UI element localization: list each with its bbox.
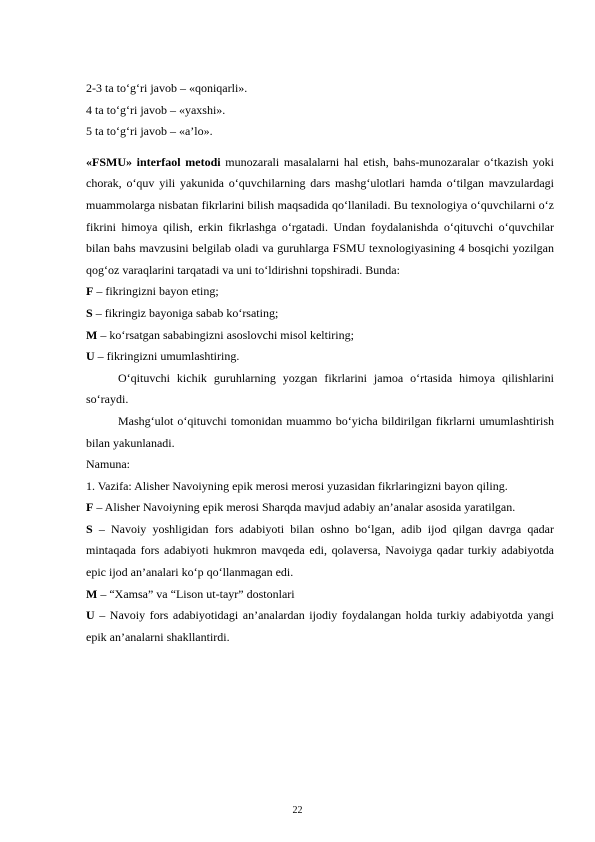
- step-line: S – fikringiz bayoniga sabab ko‘rsating;: [86, 305, 279, 320]
- intro-text: munozarali masalalarni hal etish, bahs-munozaralar o‘tkazish yoki chorak, o‘quv yili yakunida o‘quvchilarning dars mashg‘ulotlari hamda o‘tilgan mavzulardagi muammolarga nisbatan fikrlarini bilish maqsadida qo‘llaniladi. Bu texnologiya o‘quvchilarni o‘z fikrini himoya qilish, erkin fikrlashga o‘rgatadi. Undan foydalanishda o‘qituvchi o‘quvchilar bilan bahs mavzusini belgilab oladi va guruhlarga FSMU texnologiyasining 4 bosqichi yozilgan qog‘oz varaqlarini tarqatadi va uni to‘ldirishni topshiradi. Bunda:: [86, 154, 555, 277]
- step-letter: S: [86, 305, 93, 320]
- answer-line: U – Navoiy fors adabiyotidagi an’analardan ijodiy foydalangan holda turkiy adabiyotda yangi epik an’analarni shakllantirdi.: [86, 608, 554, 644]
- example-label: Namuna:: [86, 457, 130, 472]
- body-paragraph: O‘qituvchi kichik guruhlarning yozgan fikrlarini jamoa o‘rtasida himoya qilishlarini so‘raydi.: [86, 370, 554, 407]
- step-line: F – fikringizni bayon eting;: [86, 284, 219, 299]
- answer-letter: F: [86, 500, 94, 515]
- answer-line: S – Navoiy yoshligidan fors adabiyoti bilan oshno bo‘lgan, adib ijod qilgan davrga qadar mintaqada fors adabiyoti hukmron mavqeda edi, qolaversa, Navoiyga qadar turkiy adabiyotda epic ijod an’analari ko‘p qo‘llanmagan edi.: [86, 521, 554, 580]
- answer-letter: S: [86, 521, 93, 536]
- step-letter: F: [86, 284, 94, 299]
- method-term: «FSMU» interfaol metodi: [86, 154, 221, 169]
- answer-letter: M: [86, 586, 98, 601]
- document-page: [86, 78, 554, 648]
- grading-line: 2-3 ta to‘g‘ri javob – «qoniqarli».: [86, 81, 248, 95]
- step-line: U – fikringizni umumlashtiring.: [86, 349, 240, 364]
- step-line: M – ko‘rsatgan sababingizni asoslovchi misol keltiring;: [86, 327, 354, 342]
- intro-paragraph: [86, 152, 554, 282]
- answer-letter: U: [86, 608, 95, 623]
- page-number: 22: [292, 805, 303, 816]
- grading-line: 5 ta to‘g‘ri javob – «a’lo».: [86, 124, 213, 139]
- answer-line: F – Alisher Navoiyning epik merosi Sharqda mavjud adabiy an’analar asosida yaratilgan.: [86, 500, 516, 515]
- body-paragraph: Mashg‘ulot o‘qituvchi tomonidan muammo bo‘yicha bildirilgan fikrlarni umumlashtirish bilan yakunlanadi.: [86, 413, 554, 450]
- step-letter: M: [86, 327, 98, 342]
- step-letter: U: [86, 349, 95, 364]
- answer-line: M – “Xamsa” va “Lison ut-tayr” dostonlari: [86, 586, 295, 601]
- task-paragraph: 1. Vazifa: Alisher Navoiyning epik merosi merosi yuzasidan fikrlaringizni bayon qiling.: [86, 478, 508, 493]
- grading-line: 4 ta to‘g‘ri javob – «yaxshi».: [86, 102, 226, 117]
